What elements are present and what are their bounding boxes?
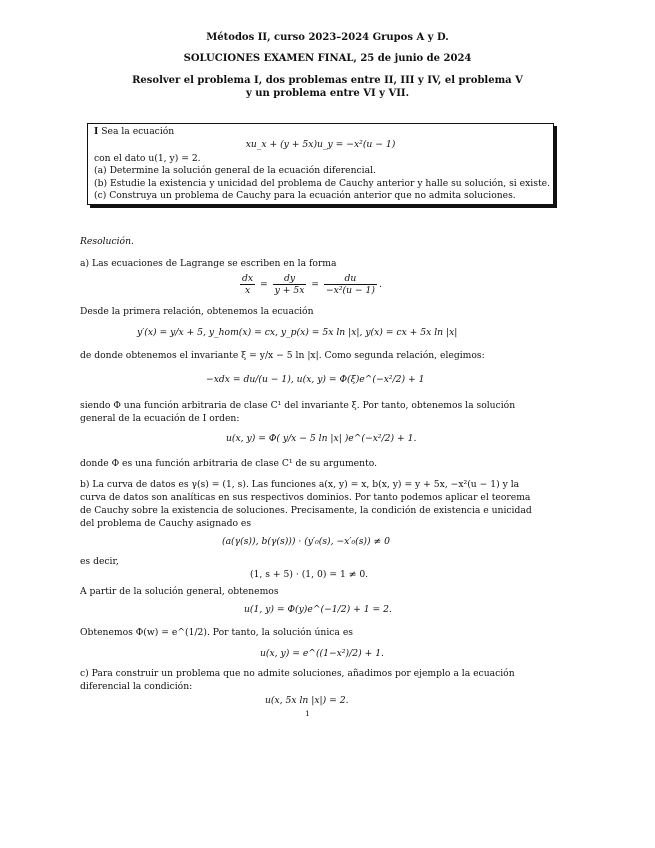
cauchy-condition-evaluated: (1, s + 5) · (1, 0) = 1 ≠ 0. bbox=[250, 569, 369, 580]
part-a-intro: a) Las ecuaciones de Lagrange se escriben en la forma bbox=[80, 258, 337, 269]
lagrange-den-2: y + 5x bbox=[274, 285, 305, 296]
lagrange-num-2: dy bbox=[273, 273, 307, 285]
part-c-line-1: c) Para construir un problema que no admite soluciones, añadimos por ejemplo a la ecuación bbox=[80, 668, 515, 679]
part-a-phi-line-1: siendo Φ una función arbitraria de clase C¹ del invariante ξ. Por tanto, obtenemos la solución bbox=[80, 400, 516, 411]
instructions-line-1: Resolver el problema I, dos problemas entre II, III y IV, el problema V bbox=[132, 75, 523, 86]
part-b-line-4: del problema de Cauchy asignado es bbox=[80, 518, 252, 529]
part-b-obtenemos: Obtenemos Φ(w) = e^(1/2). Por tanto, la solución única es bbox=[80, 627, 353, 638]
lagrange-num-3: du bbox=[324, 273, 377, 285]
problem-intro-line bbox=[94, 126, 174, 138]
problem-datum: con el dato u(1, y) = 2. bbox=[94, 153, 201, 164]
problem-box bbox=[87, 123, 554, 205]
lagrange-num-1: dx bbox=[242, 273, 254, 284]
lagrange-equations: $\frac{dx}{x}$ = $\frac{dy}{y + 5x}$ = $\frac{du}{\text{−x²(u − 1)}}$ . bbox=[242, 273, 382, 296]
lagrange-den-1: x bbox=[244, 285, 251, 296]
part-b-general: A partir de la solución general, obtenemos bbox=[80, 586, 279, 597]
document-title: Métodos II, curso 2023–2024 Grupos A y D. bbox=[206, 32, 449, 43]
no-solution-condition: u(x, 5x ln |x|) = 2. bbox=[265, 695, 349, 706]
document-subtitle: SOLUCIONES EXAMEN FINAL, 25 de junio de 2024 bbox=[183, 53, 472, 64]
cauchy-condition: (a(γ(s)), b(γ(s))) · (y′₀(s), −x′₀(s)) ≠ 0 bbox=[222, 536, 390, 547]
part-a-first-relation: Desde la primera relación, obtenemos la ecuación bbox=[80, 306, 314, 317]
problem-equation: xu_x + (y + 5x)u_y = −x²(u − 1) bbox=[245, 139, 396, 150]
ode-equation: y′(x) = y/x + 5, y_hom(x) = cx, y_p(x) = 5x ln |x|, y(x) = cx + 5x ln |x| bbox=[137, 327, 458, 338]
u1y-equation: u(1, y) = Φ(y)e^(−1/2) + 1 = 2. bbox=[244, 604, 392, 615]
solution-heading: Resolución. bbox=[80, 236, 134, 247]
problem-intro: Sea la ecuación bbox=[101, 126, 175, 137]
problem-part-a: (a) Determine la solución general de la ecuación diferencial. bbox=[94, 165, 376, 176]
lagrange-den-3: −x²(u − 1) bbox=[325, 285, 375, 296]
problem-label: I bbox=[94, 126, 99, 137]
general-solution: u(x, y) = Φ( y/x − 5 ln |x| )e^(−x²/2) + 1. bbox=[226, 433, 417, 444]
part-a-phi-end: donde Φ es una función arbitraria de clase C¹ de su argumento. bbox=[80, 458, 378, 469]
problem-part-b: (b) Estudie la existencia y unicidad del problema de Cauchy anterior y halle su solución, si existe. bbox=[94, 178, 550, 189]
problem-part-c: (c) Construya un problema de Cauchy para la ecuación anterior que no admita soluciones. bbox=[94, 190, 516, 201]
part-b-line-3: de Cauchy sobre la existencia de soluciones. Precisamente, la condición de existencia e unicidad bbox=[80, 505, 532, 516]
unique-solution: u(x, y) = e^((1−x²)/2) + 1. bbox=[260, 648, 384, 659]
second-relation: −xdx = du/(u − 1), u(x, y) = Φ(ξ)e^(−x²/2) + 1 bbox=[206, 374, 425, 385]
instructions-line-2: y un problema entre VI y VII. bbox=[245, 88, 410, 99]
page-number: 1 bbox=[305, 709, 310, 718]
part-c-line-2: diferencial la condición: bbox=[80, 681, 193, 692]
part-a-phi-line-2: general de la ecuación de I orden: bbox=[80, 413, 240, 424]
part-a-invariant: de donde obtenemos el invariante ξ = y/x − 5 ln |x|. Como segunda relación, elegimos: bbox=[80, 350, 485, 361]
part-b-es-decir: es decir, bbox=[80, 556, 119, 567]
part-b-line-2: curva de datos son analíticas en sus respectivos dominios. Por tanto podemos aplicar el teorema bbox=[80, 492, 531, 503]
part-b-line-1: b) La curva de datos es γ(s) = (1, s). Las funciones a(x, y) = x, b(x, y) = y + 5x, −x²(u − 1) y la bbox=[80, 479, 520, 490]
